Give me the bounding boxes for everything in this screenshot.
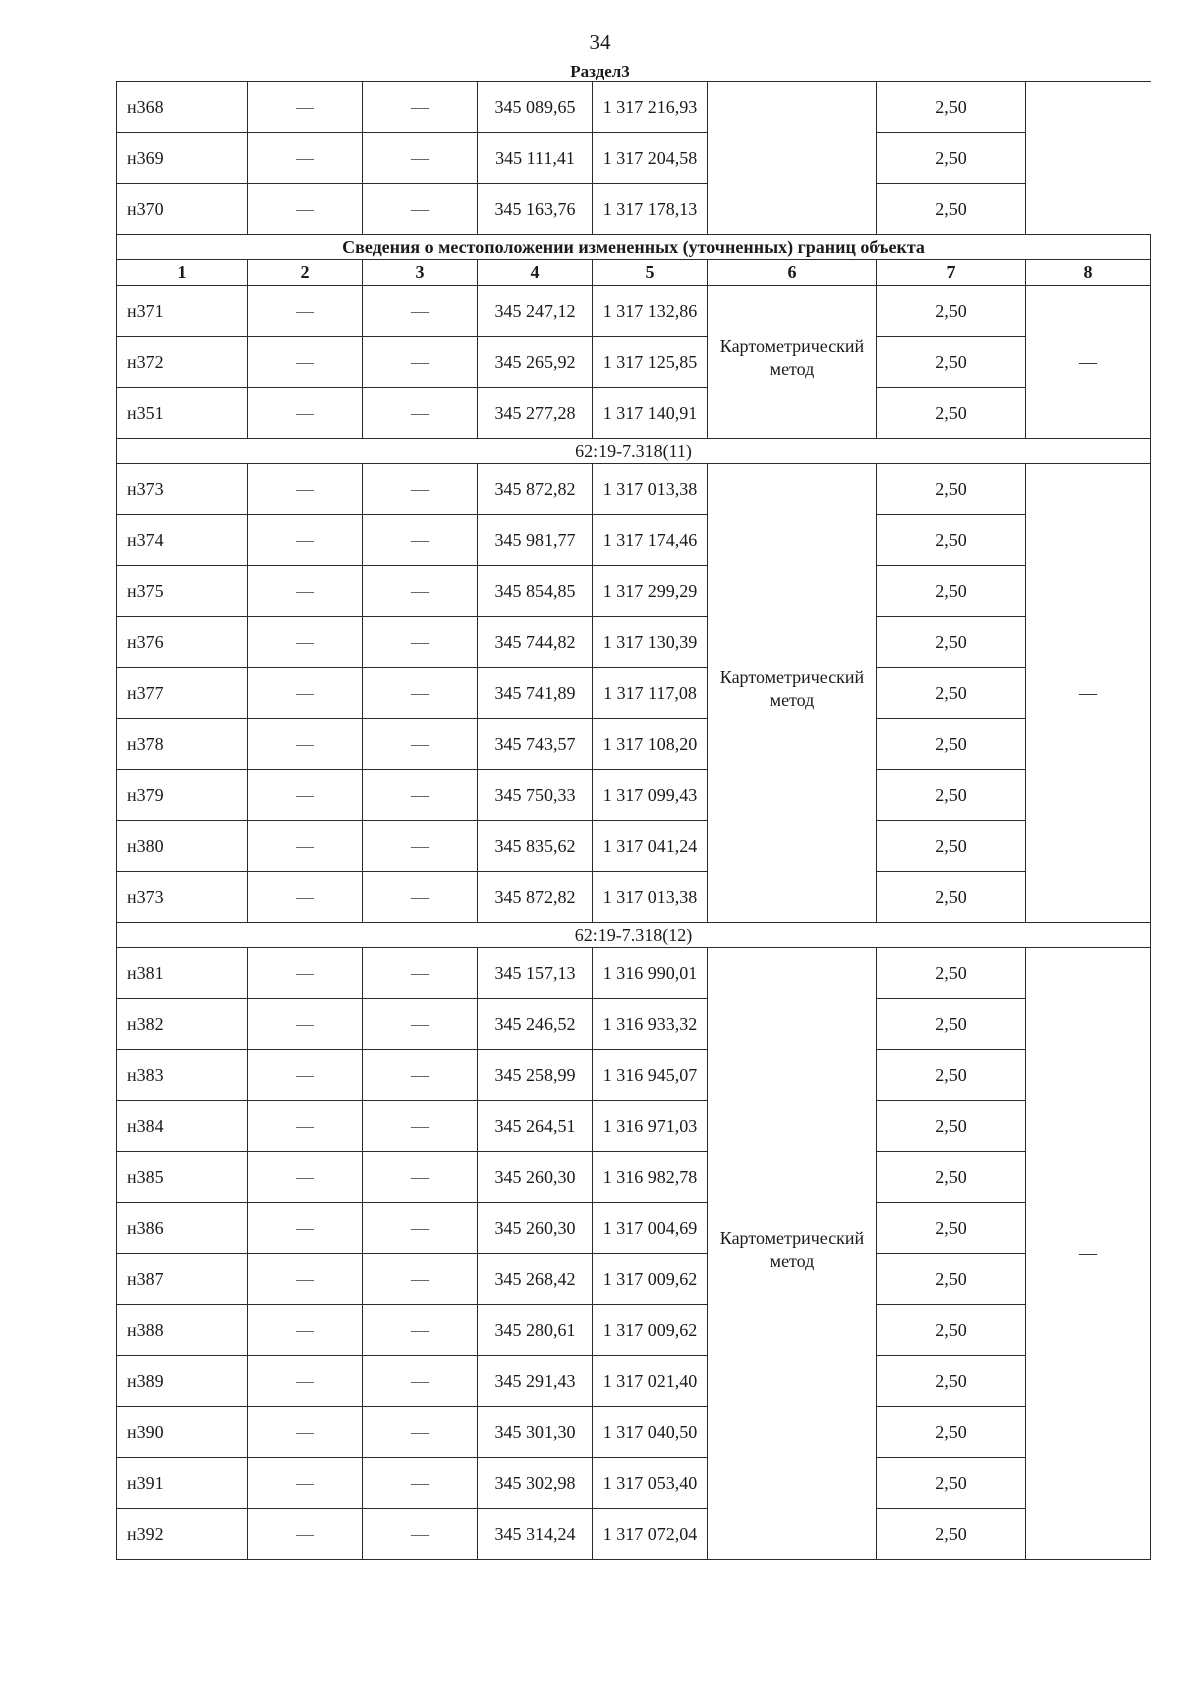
x-coordinate-cell: 345 247,12 xyxy=(478,286,593,337)
table-row xyxy=(117,1254,1151,1305)
x-coordinate-cell: 345 268,42 xyxy=(478,1254,593,1305)
table-row xyxy=(117,286,1151,337)
table-row xyxy=(117,1305,1151,1356)
accuracy-cell: 2,50 xyxy=(877,133,1026,184)
accuracy-cell: 2,50 xyxy=(877,286,1026,337)
changed-section-title: Сведения о местоположении измененных (уточненных) границ объекта xyxy=(117,235,1151,260)
accuracy-cell: 2,50 xyxy=(877,948,1026,999)
method-cell: Картометрический метод xyxy=(708,286,877,439)
point-id-cell: н388 xyxy=(117,1305,248,1356)
old-x-cell: — xyxy=(248,566,363,617)
column-number-row xyxy=(117,260,1151,286)
accuracy-cell: 2,50 xyxy=(877,337,1026,388)
point-id-cell: н369 xyxy=(117,133,248,184)
y-coordinate-cell: 1 317 013,38 xyxy=(593,872,708,923)
y-coordinate-cell: 1 317 099,43 xyxy=(593,770,708,821)
accuracy-cell: 2,50 xyxy=(877,1152,1026,1203)
x-coordinate-cell: 345 835,62 xyxy=(478,821,593,872)
old-y-cell: — xyxy=(363,770,478,821)
column-header: 2 xyxy=(248,260,363,286)
method-cell: Картометрический метод xyxy=(708,464,877,923)
y-coordinate-cell: 1 317 013,38 xyxy=(593,464,708,515)
x-coordinate-cell: 345 111,41 xyxy=(478,133,593,184)
y-coordinate-cell: 1 317 117,08 xyxy=(593,668,708,719)
table-row xyxy=(117,515,1151,566)
y-coordinate-cell: 1 317 132,86 xyxy=(593,286,708,337)
description-cell: — xyxy=(1026,948,1151,1560)
table-row xyxy=(117,1458,1151,1509)
point-id-cell: н371 xyxy=(117,286,248,337)
old-x-cell: — xyxy=(248,1050,363,1101)
old-y-cell: — xyxy=(363,184,478,235)
old-x-cell: — xyxy=(248,1152,363,1203)
x-coordinate-cell: 345 157,13 xyxy=(478,948,593,999)
accuracy-cell: 2,50 xyxy=(877,770,1026,821)
y-coordinate-cell: 1 317 009,62 xyxy=(593,1305,708,1356)
y-coordinate-cell: 1 317 130,39 xyxy=(593,617,708,668)
old-y-cell: — xyxy=(363,1458,478,1509)
x-coordinate-cell: 345 750,33 xyxy=(478,770,593,821)
point-id-cell: н370 xyxy=(117,184,248,235)
accuracy-cell: 2,50 xyxy=(877,1407,1026,1458)
x-coordinate-cell: 345 744,82 xyxy=(478,617,593,668)
point-id-cell: н377 xyxy=(117,668,248,719)
x-coordinate-cell: 345 260,30 xyxy=(478,1203,593,1254)
section-title: Раздел3 xyxy=(570,62,630,81)
point-id-cell: н376 xyxy=(117,617,248,668)
method-cell: Картометрический метод xyxy=(708,948,877,1560)
table-row xyxy=(117,133,1151,184)
x-coordinate-cell: 345 291,43 xyxy=(478,1356,593,1407)
old-x-cell: — xyxy=(248,464,363,515)
x-coordinate-cell: 345 302,98 xyxy=(478,1458,593,1509)
column-header: 8 xyxy=(1026,260,1151,286)
cadastral-group-row xyxy=(117,923,1151,948)
accuracy-cell: 2,50 xyxy=(877,821,1026,872)
point-id-cell: н384 xyxy=(117,1101,248,1152)
old-y-cell: — xyxy=(363,1407,478,1458)
old-x-cell: — xyxy=(248,1254,363,1305)
column-header: 6 xyxy=(708,260,877,286)
old-y-cell: — xyxy=(363,1203,478,1254)
point-id-cell: н390 xyxy=(117,1407,248,1458)
table-row xyxy=(117,668,1151,719)
table-row xyxy=(117,821,1151,872)
coordinates-table-body xyxy=(117,82,1151,1560)
table-row xyxy=(117,184,1151,235)
y-coordinate-cell: 1 317 216,93 xyxy=(593,82,708,133)
old-x-cell: — xyxy=(248,184,363,235)
accuracy-cell: 2,50 xyxy=(877,1050,1026,1101)
method-cell xyxy=(708,82,877,235)
old-x-cell: — xyxy=(248,286,363,337)
x-coordinate-cell: 345 301,30 xyxy=(478,1407,593,1458)
old-x-cell: — xyxy=(248,1407,363,1458)
point-id-cell: н391 xyxy=(117,1458,248,1509)
x-coordinate-cell: 345 854,85 xyxy=(478,566,593,617)
old-x-cell: — xyxy=(248,999,363,1050)
cadastral-number: 62:19-7.318(11) xyxy=(117,439,1151,464)
old-y-cell: — xyxy=(363,133,478,184)
point-id-cell: н368 xyxy=(117,82,248,133)
old-y-cell: — xyxy=(363,82,478,133)
point-id-cell: н351 xyxy=(117,388,248,439)
old-x-cell: — xyxy=(248,668,363,719)
old-y-cell: — xyxy=(363,1050,478,1101)
y-coordinate-cell: 1 317 021,40 xyxy=(593,1356,708,1407)
point-id-cell: н373 xyxy=(117,872,248,923)
accuracy-cell: 2,50 xyxy=(877,999,1026,1050)
point-id-cell: н379 xyxy=(117,770,248,821)
column-header: 4 xyxy=(478,260,593,286)
y-coordinate-cell: 1 316 971,03 xyxy=(593,1101,708,1152)
point-id-cell: н389 xyxy=(117,1356,248,1407)
point-id-cell: н387 xyxy=(117,1254,248,1305)
x-coordinate-cell: 345 277,28 xyxy=(478,388,593,439)
y-coordinate-cell: 1 317 140,91 xyxy=(593,388,708,439)
x-coordinate-cell: 345 741,89 xyxy=(478,668,593,719)
x-coordinate-cell: 345 089,65 xyxy=(478,82,593,133)
accuracy-cell: 2,50 xyxy=(877,388,1026,439)
old-y-cell: — xyxy=(363,1356,478,1407)
accuracy-cell: 2,50 xyxy=(877,1356,1026,1407)
point-id-cell: н378 xyxy=(117,719,248,770)
old-y-cell: — xyxy=(363,1305,478,1356)
table-row xyxy=(117,770,1151,821)
description-cell: — xyxy=(1026,286,1151,439)
point-id-cell: н385 xyxy=(117,1152,248,1203)
x-coordinate-cell: 345 314,24 xyxy=(478,1509,593,1560)
old-y-cell: — xyxy=(363,388,478,439)
cadastral-number: 62:19-7.318(12) xyxy=(117,923,1151,948)
old-x-cell: — xyxy=(248,770,363,821)
old-x-cell: — xyxy=(248,1203,363,1254)
accuracy-cell: 2,50 xyxy=(877,184,1026,235)
y-coordinate-cell: 1 317 204,58 xyxy=(593,133,708,184)
point-id-cell: н392 xyxy=(117,1509,248,1560)
coordinates-table xyxy=(116,81,1151,1560)
point-id-cell: н382 xyxy=(117,999,248,1050)
x-coordinate-cell: 345 260,30 xyxy=(478,1152,593,1203)
old-y-cell: — xyxy=(363,948,478,999)
point-id-cell: н380 xyxy=(117,821,248,872)
y-coordinate-cell: 1 316 945,07 xyxy=(593,1050,708,1101)
table-row xyxy=(117,1356,1151,1407)
y-coordinate-cell: 1 316 982,78 xyxy=(593,1152,708,1203)
description-cell: — xyxy=(1026,464,1151,923)
old-y-cell: — xyxy=(363,719,478,770)
x-coordinate-cell: 345 265,92 xyxy=(478,337,593,388)
old-y-cell: — xyxy=(363,821,478,872)
table-row xyxy=(117,464,1151,515)
column-header: 5 xyxy=(593,260,708,286)
old-y-cell: — xyxy=(363,872,478,923)
y-coordinate-cell: 1 316 990,01 xyxy=(593,948,708,999)
point-id-cell: н372 xyxy=(117,337,248,388)
x-coordinate-cell: 345 280,61 xyxy=(478,1305,593,1356)
table-row xyxy=(117,337,1151,388)
table-row xyxy=(117,719,1151,770)
table-row xyxy=(117,1101,1151,1152)
point-id-cell: н386 xyxy=(117,1203,248,1254)
x-coordinate-cell: 345 981,77 xyxy=(478,515,593,566)
table-row xyxy=(117,948,1151,999)
column-header: 7 xyxy=(877,260,1026,286)
old-y-cell: — xyxy=(363,999,478,1050)
point-id-cell: н381 xyxy=(117,948,248,999)
y-coordinate-cell: 1 316 933,32 xyxy=(593,999,708,1050)
accuracy-cell: 2,50 xyxy=(877,515,1026,566)
old-x-cell: — xyxy=(248,1101,363,1152)
old-x-cell: — xyxy=(248,1458,363,1509)
old-y-cell: — xyxy=(363,464,478,515)
accuracy-cell: 2,50 xyxy=(877,1305,1026,1356)
page-number: 34 xyxy=(589,30,611,54)
table-row xyxy=(117,82,1151,133)
old-x-cell: — xyxy=(248,515,363,566)
changed-section-header-row xyxy=(117,235,1151,260)
accuracy-cell: 2,50 xyxy=(877,668,1026,719)
x-coordinate-cell: 345 163,76 xyxy=(478,184,593,235)
old-y-cell: — xyxy=(363,566,478,617)
old-x-cell: — xyxy=(248,719,363,770)
cadastral-group-row xyxy=(117,439,1151,464)
x-coordinate-cell: 345 872,82 xyxy=(478,872,593,923)
old-y-cell: — xyxy=(363,1152,478,1203)
old-x-cell: — xyxy=(248,1305,363,1356)
old-x-cell: — xyxy=(248,388,363,439)
y-coordinate-cell: 1 317 072,04 xyxy=(593,1509,708,1560)
accuracy-cell: 2,50 xyxy=(877,1203,1026,1254)
table-row xyxy=(117,999,1151,1050)
accuracy-cell: 2,50 xyxy=(877,464,1026,515)
x-coordinate-cell: 345 264,51 xyxy=(478,1101,593,1152)
old-y-cell: — xyxy=(363,617,478,668)
column-header: 3 xyxy=(363,260,478,286)
y-coordinate-cell: 1 317 108,20 xyxy=(593,719,708,770)
old-x-cell: — xyxy=(248,82,363,133)
accuracy-cell: 2,50 xyxy=(877,1509,1026,1560)
y-coordinate-cell: 1 317 041,24 xyxy=(593,821,708,872)
old-x-cell: — xyxy=(248,872,363,923)
old-x-cell: — xyxy=(248,133,363,184)
old-x-cell: — xyxy=(248,821,363,872)
table-row xyxy=(117,388,1151,439)
table-row xyxy=(117,1050,1151,1101)
point-id-cell: н375 xyxy=(117,566,248,617)
old-x-cell: — xyxy=(248,948,363,999)
y-coordinate-cell: 1 317 009,62 xyxy=(593,1254,708,1305)
table-row xyxy=(117,872,1151,923)
accuracy-cell: 2,50 xyxy=(877,1458,1026,1509)
y-coordinate-cell: 1 317 040,50 xyxy=(593,1407,708,1458)
accuracy-cell: 2,50 xyxy=(877,1254,1026,1305)
description-cell xyxy=(1026,82,1151,235)
old-y-cell: — xyxy=(363,1509,478,1560)
table-row xyxy=(117,1509,1151,1560)
old-x-cell: — xyxy=(248,617,363,668)
y-coordinate-cell: 1 317 299,29 xyxy=(593,566,708,617)
old-y-cell: — xyxy=(363,1254,478,1305)
table-row xyxy=(117,1152,1151,1203)
accuracy-cell: 2,50 xyxy=(877,719,1026,770)
old-y-cell: — xyxy=(363,515,478,566)
accuracy-cell: 2,50 xyxy=(877,566,1026,617)
x-coordinate-cell: 345 743,57 xyxy=(478,719,593,770)
y-coordinate-cell: 1 317 004,69 xyxy=(593,1203,708,1254)
old-y-cell: — xyxy=(363,1101,478,1152)
old-x-cell: — xyxy=(248,1509,363,1560)
y-coordinate-cell: 1 317 174,46 xyxy=(593,515,708,566)
table-row xyxy=(117,617,1151,668)
table-row xyxy=(117,1407,1151,1458)
y-coordinate-cell: 1 317 053,40 xyxy=(593,1458,708,1509)
old-y-cell: — xyxy=(363,337,478,388)
accuracy-cell: 2,50 xyxy=(877,82,1026,133)
column-header: 1 xyxy=(117,260,248,286)
old-y-cell: — xyxy=(363,286,478,337)
old-x-cell: — xyxy=(248,337,363,388)
x-coordinate-cell: 345 246,52 xyxy=(478,999,593,1050)
accuracy-cell: 2,50 xyxy=(877,1101,1026,1152)
old-y-cell: — xyxy=(363,668,478,719)
x-coordinate-cell: 345 872,82 xyxy=(478,464,593,515)
table-row xyxy=(117,566,1151,617)
point-id-cell: н374 xyxy=(117,515,248,566)
y-coordinate-cell: 1 317 125,85 xyxy=(593,337,708,388)
accuracy-cell: 2,50 xyxy=(877,872,1026,923)
accuracy-cell: 2,50 xyxy=(877,617,1026,668)
x-coordinate-cell: 345 258,99 xyxy=(478,1050,593,1101)
table-row xyxy=(117,1203,1151,1254)
y-coordinate-cell: 1 317 178,13 xyxy=(593,184,708,235)
old-x-cell: — xyxy=(248,1356,363,1407)
point-id-cell: н373 xyxy=(117,464,248,515)
point-id-cell: н383 xyxy=(117,1050,248,1101)
